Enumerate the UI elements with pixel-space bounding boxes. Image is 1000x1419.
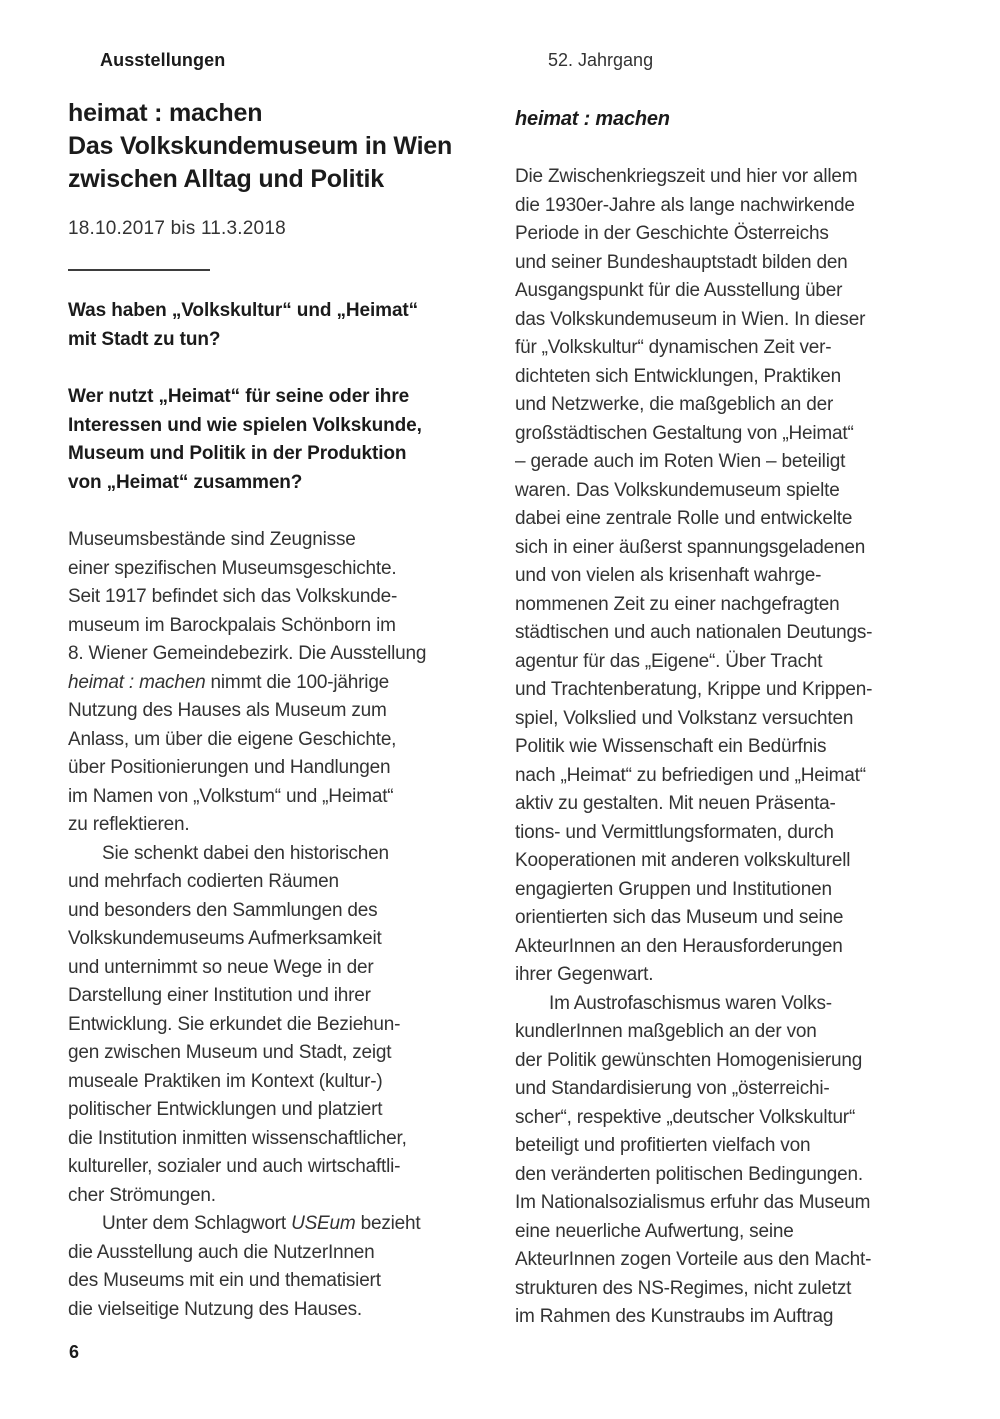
text-segment: Was haben „Volkskultur“ und „Heimat“ (68, 300, 419, 321)
text-segment: ihrer Gegenwart. (515, 964, 654, 985)
text-line (68, 412, 498, 441)
text-segment: spiel, Volkslied und Volkstanz versuchten (515, 707, 854, 729)
text-segment: nommenen Zeit zu einer nachgefragten (515, 593, 840, 615)
running-head-section: Ausstellungen (100, 50, 226, 70)
article-title (68, 97, 498, 196)
text-line (68, 555, 498, 584)
intro-question-2 (68, 383, 498, 497)
text-line (515, 1161, 960, 1190)
text-line (68, 840, 498, 869)
text-segment: Unter dem Schlagwort (102, 1213, 292, 1234)
text-line (515, 192, 960, 221)
text-line (68, 526, 498, 555)
text-line (515, 249, 960, 278)
text-segment: Kooperationen mit anderen volkskulturell (515, 850, 851, 871)
text-line (515, 591, 960, 620)
text-segment: mit Stadt zu tun? (68, 328, 221, 350)
text-line (68, 612, 498, 641)
text-line (515, 676, 960, 705)
text-line (515, 648, 960, 677)
text-segment: kundlerInnen maßgeblich an der von (515, 1021, 817, 1042)
text-line (515, 1218, 960, 1247)
text-segment: und mehrfach codierten Räumen (68, 871, 339, 892)
text-line (515, 448, 960, 477)
left-body-text (68, 526, 498, 1324)
text-line (515, 847, 960, 876)
text-line (68, 1153, 498, 1182)
text-line (515, 1275, 960, 1304)
page-number: 6 (69, 1342, 80, 1362)
text-line (515, 961, 960, 990)
text-segment: gen zwischen Museum und Stadt, zeigt (68, 1042, 392, 1063)
text-segment: und Standardisierung von „österreichi- (515, 1078, 830, 1099)
text-segment: und seiner Bundeshauptstadt bilden den (515, 251, 848, 273)
text-segment: im Namen von „Volkstum“ und „Heimat“ (68, 785, 394, 807)
text-line (68, 1039, 498, 1068)
text-segment: politischer Entwicklungen und platziert (68, 1099, 383, 1120)
text-line (68, 669, 498, 698)
text-segment: Im Austrofaschismus waren Volks- (549, 992, 832, 1014)
text-line (515, 306, 960, 335)
text-line (515, 819, 960, 848)
text-segment: museale Praktiken im Kontext (kultur-) (68, 1070, 383, 1092)
text-segment: beteiligt und profitierten vielfach von (515, 1135, 811, 1156)
text-line (515, 904, 960, 933)
text-segment: und besonders den Sammlungen des (68, 899, 378, 921)
italic-text-segment: heimat : machen (68, 671, 206, 693)
running-head-volume: 52. Jahrgang (548, 50, 654, 70)
text-segment: die Institution inmitten wissenschaftlicher, (68, 1127, 407, 1149)
text-line (68, 326, 498, 355)
intro-question-1 (68, 297, 498, 354)
text-segment: einer spezifischen Museumsgeschichte. (68, 557, 397, 579)
text-line (515, 733, 960, 762)
text-segment: nach „Heimat“ zu befriedigen und „Heimat“ (515, 764, 866, 786)
right-body-text (515, 163, 960, 1332)
text-segment: Wer nutzt „Heimat“ für seine oder ihre (68, 386, 410, 407)
text-segment: Periode in der Geschichte Österreichs (515, 223, 829, 244)
text-segment: Museum und Politik in der Produktion (68, 443, 407, 464)
text-line (515, 534, 960, 563)
text-line (68, 726, 498, 755)
text-line (515, 705, 960, 734)
text-segment: Die Zwischenkriegszeit und hier vor allem (515, 166, 858, 187)
text-line (515, 420, 960, 449)
text-segment: aktiv zu gestalten. Mit neuen Präsenta- (515, 793, 836, 814)
paragraph-museum-history (68, 526, 498, 840)
text-line (515, 790, 960, 819)
text-segment: Museumsbestände sind Zeugnisse (68, 529, 356, 550)
text-line (515, 1104, 960, 1133)
text-segment: AkteurInnen an den Herausforderungen (515, 935, 843, 957)
text-segment: waren. Das Volkskundemuseum spielte (515, 479, 840, 501)
text-segment: Anlass, um über die eigene Geschichte, (68, 728, 397, 750)
column-heading: heimat : machen (515, 108, 670, 130)
text-line (68, 1239, 498, 1268)
text-segment: das Volkskundemuseum in Wien. In dieser (515, 308, 866, 330)
text-segment: im Rahmen des Kunstraubs im Auftrag (515, 1306, 834, 1327)
text-line (515, 1189, 960, 1218)
text-line (515, 1018, 960, 1047)
text-line (68, 469, 498, 498)
text-segment: des Museums mit ein und thematisiert (68, 1270, 381, 1291)
text-line (515, 505, 960, 534)
text-segment: Volkskundemuseums Aufmerksamkeit (68, 928, 382, 949)
text-segment: bezieht (355, 1213, 421, 1234)
text-segment: über Positionierungen und Handlungen (68, 757, 391, 778)
text-line (68, 1011, 498, 1040)
text-line (68, 811, 498, 840)
paragraph-useum (68, 1210, 498, 1324)
text-segment: Im Nationalsozialismus erfuhr das Museum (515, 1192, 871, 1213)
text-line (68, 383, 498, 412)
text-line (515, 1075, 960, 1104)
text-segment: städtischen und auch nationalen Deutungs- (515, 622, 873, 643)
text-line (515, 163, 960, 192)
text-segment: die Ausstellung auch die NutzerInnen (68, 1241, 375, 1263)
article-title-line-2: Das Volkskundemuseum in Wien (68, 132, 453, 160)
text-line (515, 1303, 960, 1332)
text-segment: und unternimmt so neue Wege in der (68, 956, 374, 978)
text-line (68, 297, 498, 326)
text-line (68, 1096, 498, 1125)
text-segment: großstädtischen Gestaltung von „Heimat“ (515, 422, 854, 444)
text-line (515, 363, 960, 392)
text-line (515, 762, 960, 791)
text-segment: – gerade auch im Roten Wien – beteiligt (515, 451, 846, 472)
text-segment: Seit 1917 befindet sich das Volkskunde- (68, 586, 398, 607)
text-segment: nimmt die 100-jährige (205, 671, 390, 693)
text-line (68, 954, 498, 983)
text-segment: agentur für das „Eigene“. Über Tracht (515, 650, 823, 672)
text-segment: 8. Wiener Gemeindebezirk. Die Ausstellung (68, 643, 427, 664)
text-line (68, 1267, 498, 1296)
text-segment: museum im Barockpalais Schönborn im (68, 614, 396, 636)
text-line (515, 334, 960, 363)
text-line (68, 925, 498, 954)
text-segment: und Netzwerke, die maßgeblich an der (515, 394, 834, 415)
text-line (68, 697, 498, 726)
text-line (515, 1132, 960, 1161)
text-line (68, 583, 498, 612)
text-segment: der Politik gewünschten Homogenisierung (515, 1049, 863, 1071)
text-line (515, 1246, 960, 1275)
text-segment: tions- und Vermittlungsformaten, durch (515, 821, 834, 843)
text-segment: scher“, respektive „deutscher Volkskultur“ (515, 1106, 856, 1128)
text-segment: den veränderten politischen Bedingungen. (515, 1163, 863, 1185)
text-line (68, 982, 498, 1011)
text-line (515, 562, 960, 591)
text-line (515, 1047, 960, 1076)
text-segment: für „Volkskultur“ dynamischen Zeit ver- (515, 337, 832, 358)
article-title-line-3: zwischen Alltag und Politik (68, 165, 384, 193)
text-segment: dabei eine zentrale Rolle und entwickelte (515, 508, 853, 529)
text-line (515, 477, 960, 506)
text-segment: Entwicklung. Sie erkundet die Beziehun- (68, 1013, 401, 1035)
text-line (68, 1296, 498, 1325)
text-line (515, 933, 960, 962)
text-segment: zu reflektieren. (68, 814, 190, 835)
text-segment: Darstellung einer Institution und ihrer (68, 985, 371, 1006)
text-line (68, 440, 498, 469)
text-line (515, 277, 960, 306)
text-segment: cher Strömungen. (68, 1184, 216, 1206)
text-segment: und von vielen als krisenhaft wahrge- (515, 565, 822, 586)
italic-text-segment: USEum (291, 1213, 356, 1234)
text-line (515, 990, 960, 1019)
text-segment: strukturen des NS-Regimes, nicht zuletzt (515, 1277, 852, 1299)
text-segment: AkteurInnen zogen Vorteile aus den Macht- (515, 1249, 872, 1270)
text-segment: Politik wie Wissenschaft ein Bedürfnis (515, 736, 827, 757)
exhibition-date-range: 18.10.2017 bis 11.3.2018 (68, 218, 286, 239)
text-segment: die vielseitige Nutzung des Hauses. (68, 1298, 363, 1320)
text-segment: engagierten Gruppen und Institutionen (515, 878, 832, 900)
text-segment: Nutzung des Hauses als Museum zum (68, 700, 387, 721)
text-segment: orientierten sich das Museum und seine (515, 907, 844, 928)
text-segment: kultureller, sozialer und auch wirtschaftli- (68, 1156, 401, 1177)
text-line (68, 868, 498, 897)
text-line (68, 754, 498, 783)
text-line (68, 1068, 498, 1097)
text-segment: von „Heimat“ zusammen? (68, 471, 303, 493)
left-column (68, 97, 498, 1324)
text-line (515, 391, 960, 420)
text-line (68, 783, 498, 812)
text-line (68, 1125, 498, 1154)
paragraph-interwar-period (515, 163, 960, 990)
text-segment: Interessen und wie spielen Volkskunde, (68, 414, 422, 436)
text-line (515, 619, 960, 648)
paragraph-austrofascism (515, 990, 960, 1332)
divider-rule (68, 269, 210, 271)
paragraph-exhibition-focus (68, 840, 498, 1211)
article-title-line-1: heimat : machen (68, 99, 263, 127)
text-segment: dichteten sich Entwicklungen, Praktiken (515, 365, 841, 387)
text-segment: und Trachtenberatung, Krippe und Krippen- (515, 679, 873, 700)
right-column (515, 105, 960, 1332)
text-line (515, 876, 960, 905)
text-line (68, 640, 498, 669)
text-line (68, 897, 498, 926)
text-segment: Sie schenkt dabei den historischen (102, 842, 389, 864)
text-segment: sich in einer äußerst spannungsgeladenen (515, 536, 866, 558)
text-segment: die 1930er-Jahre als lange nachwirkende (515, 194, 855, 216)
text-line (515, 220, 960, 249)
text-segment: Ausgangspunkt für die Ausstellung über (515, 280, 843, 301)
text-line (68, 1210, 498, 1239)
text-segment: eine neuerliche Aufwertung, seine (515, 1220, 794, 1242)
text-line (68, 1182, 498, 1211)
